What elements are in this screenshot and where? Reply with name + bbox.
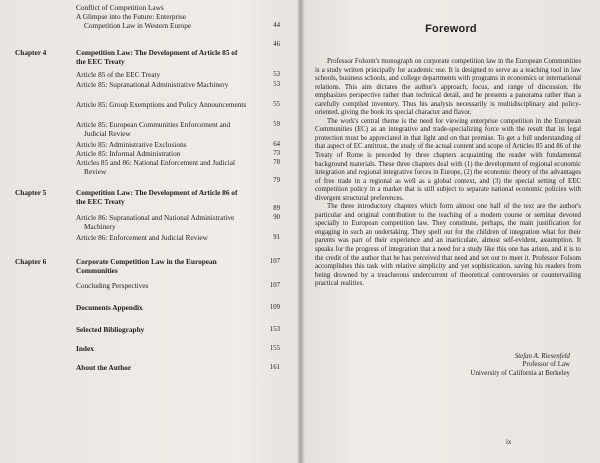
page-number: ix xyxy=(506,439,512,446)
toc-page-number: 79 xyxy=(273,177,280,184)
toc-entry-title: Article 85: European Communities Enforcement and Judicial Review xyxy=(76,120,231,138)
toc-entry-title: Article 85: Group Exemptions and Policy Announcements xyxy=(76,100,247,109)
toc-page-number: 64 xyxy=(273,141,280,148)
toc-chapter-label: Chapter 6 xyxy=(15,257,47,266)
foreword-paragraph: The work's central theme is the need for viewing enterprise competition in the European Communities (EC) as an integrative and trade-specializing force with the result that its legal protection must be appreciated in that light and on that premise. To get a full understanding of that aspect of EC antitrust, the study of the actual content and scope of Articles 85 and 86 of the Treaty of Rome is preceded by three chapters acquainting the reader with fundamental background materials. These three chapters deal with (1) the development of regional economic integration and regional integrative forces in Europe, (2) the economic theory of the advantages of free trade in a regional as well as a global context, and (3) the special setting of EEC competition policy in a market that is still subject to separate national economic policies with divergent structural preferences. xyxy=(315,117,581,202)
toc-page-number: 44 xyxy=(273,22,280,29)
foreword-paragraph: The three introductory chapters which form almost one half of the text are the author's particular and original contribution to the teaching of a modern course or seminar devoted specially to European competition law. They constitute, perhaps, the main justification for engaging in such an undertaking. They spell out for the children of integration what for their parents was part of their experience and an inarticulate, almost self-evident, assumption. It speaks for the progress of integration that a need for a study like this one has arisen, and it is to the credit of the author that he has perceived that need and set out to meet it. Professor Folsom accomplishes this task with relative simplicity and yet sophistication, saving his readers from being drowned by a treacherous undercurrent of theoretical controversies or countervailing practical realities. xyxy=(315,203,581,288)
toc-entry-title: Competition Law: The Development of Article 86 of the EEC Treaty xyxy=(76,188,238,206)
toc-page-number: 55 xyxy=(273,101,280,108)
toc-entry-title: Documents Appendix xyxy=(76,303,143,312)
toc-entry-title: Competition Law in Western Europe xyxy=(84,21,192,30)
toc-entry-title: Article 86: Supranational and National Administrative Machinery xyxy=(76,213,235,231)
toc-page-number: 59 xyxy=(273,121,280,128)
signature-affiliation: University of California at Berkeley xyxy=(470,369,570,377)
toc-entry-title: Article 85: Administrative Exclusions xyxy=(76,140,187,149)
toc-page-number: 153 xyxy=(269,326,280,333)
toc-entry-title: About the Author xyxy=(76,363,132,372)
toc-page-number: 78 xyxy=(273,159,280,166)
toc-entry-title: Article 85 of the EEC Treaty xyxy=(76,70,161,79)
toc-entry-title: Article 85: Informal Administration xyxy=(76,149,181,158)
foreword-page xyxy=(302,0,600,463)
toc-entry-title: Article 85: Supranational Administrative Machinery xyxy=(76,80,229,89)
foreword-title: Foreword xyxy=(425,23,477,35)
toc-page-number: 155 xyxy=(269,345,280,352)
signature-name: Stefan A. Riesenfeld xyxy=(514,353,570,360)
toc-page-number: 73 xyxy=(273,150,280,157)
toc-chapter-label: Chapter 5 xyxy=(15,188,47,197)
toc-entry-title: Selected Bibliography xyxy=(76,325,145,334)
toc-page-number: 161 xyxy=(269,364,280,371)
foreword-signature xyxy=(470,353,570,378)
foreword-body xyxy=(315,58,581,289)
toc-entry-title: Concluding Perspectives xyxy=(76,281,149,290)
toc-page-number: 53 xyxy=(273,71,280,78)
toc-entry-title: Conflict of Competition Laws xyxy=(76,3,164,12)
toc-page-number: 90 xyxy=(273,214,280,221)
toc-entry-title: Article 86: Enforcement and Judicial Review xyxy=(76,233,208,242)
toc-entry-title: Articles 85 and 86: National Enforcement and Judicial Review xyxy=(76,158,236,176)
toc-page-number: 107 xyxy=(269,258,280,265)
toc-entry-title: Corporate Competition Law in the European Communities xyxy=(76,257,217,275)
toc-page-number: 109 xyxy=(269,304,280,311)
contents-page xyxy=(0,0,298,463)
foreword-paragraph: Professor Folsom's monograph on corporate competition law in the European Communities is a study written principally for academic use. It is designed to serve as a teaching tool in law schools, business schools, and college departments with programs in economics or international relations. This aim dictates the author's approach, focus, and range of discussion. He emphasizes perspective rather than technical detail, and he presents a panorama rather than a carefully compiled inventory. Thus his analysis necessarily is multidisciplinary and policy-oriented, giving the book its special character and flavor. xyxy=(315,58,581,117)
toc-page-number: 46 xyxy=(273,41,280,48)
signature-title: Professor of Law xyxy=(522,361,570,369)
toc-entry-title: A Glimpse into the Future: Enterprise xyxy=(76,12,187,21)
toc-page-number: 53 xyxy=(273,81,280,88)
toc-entry-title: Competition Law: The Development of Article 85 of the EEC Treaty xyxy=(76,48,238,66)
toc-page-number: 91 xyxy=(273,234,280,241)
toc-page-number: 107 xyxy=(269,282,280,289)
toc-page-number: 89 xyxy=(273,205,280,212)
toc-entry-title: Index xyxy=(76,344,94,353)
toc-chapter-label: Chapter 4 xyxy=(15,48,47,57)
